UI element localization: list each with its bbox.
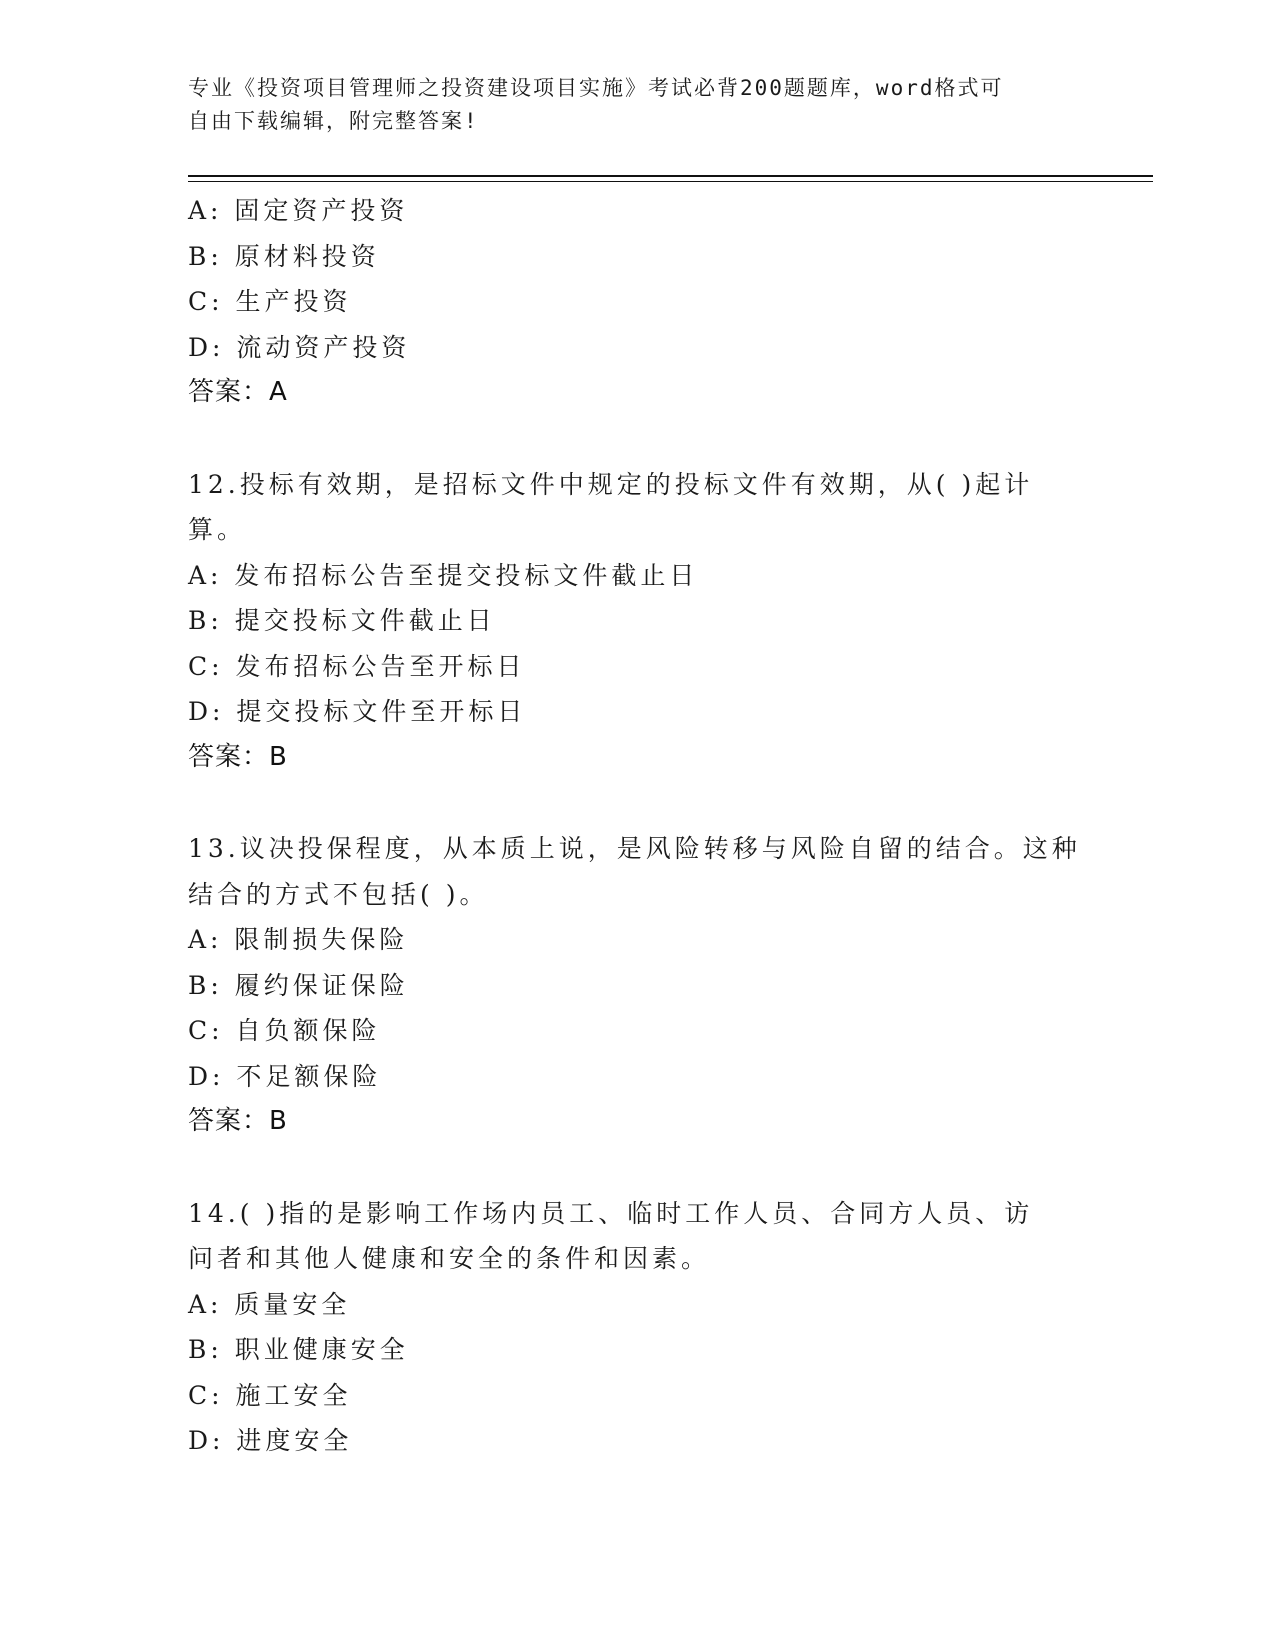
question-text-line-2: 问者和其他人健康和安全的条件和因素。 <box>188 1244 711 1273</box>
option-a: A: 发布招标公告至提交投标文件截止日 <box>188 560 699 590</box>
header-rule-thin <box>188 181 1153 182</box>
question-text-line-1: 14.( )指的是影响工作场内员工、临时工作人员、合同方人员、访 <box>188 1198 1034 1228</box>
header-title-line-2: 自由下载编辑，附完整答案! <box>188 109 479 133</box>
option-a: A: 质量安全 <box>188 1289 351 1319</box>
question-text-line-1: 12.投标有效期，是招标文件中规定的投标文件有效期，从( )起计 <box>188 469 1034 499</box>
answer: 答案：A <box>188 377 288 407</box>
question-list <box>188 188 1088 1464</box>
option-d: D: 不足额保险 <box>188 1061 382 1091</box>
question-text-line-1: 13.议决投保程度，从本质上说，是风险转移与风险自留的结合。这种 <box>188 834 1081 863</box>
option-c: C: 生产投资 <box>188 287 352 316</box>
spacer <box>188 416 1088 462</box>
option-a: A: 固定资产投资 <box>188 196 409 225</box>
question-14 <box>188 1191 1088 1464</box>
option-c: C: 自负额保险 <box>188 1016 381 1045</box>
option-d: D: 提交投标文件至开标日 <box>188 697 527 726</box>
option-b: B: 履约保证保险 <box>188 970 409 1000</box>
option-c: C: 施工安全 <box>188 1380 352 1410</box>
answer: 答案：B <box>188 741 288 772</box>
option-d: D: 流动资产投资 <box>188 332 411 362</box>
option-a: A: 限制损失保险 <box>188 925 409 954</box>
option-b: B: 提交投标文件截止日 <box>188 606 496 635</box>
spacer <box>188 780 1088 826</box>
answer: 答案：B <box>188 1106 288 1136</box>
question-13 <box>188 826 1088 1145</box>
option-b: B: 职业健康安全 <box>188 1335 409 1364</box>
spacer <box>188 1145 1088 1191</box>
option-c: C: 发布招标公告至开标日 <box>188 651 526 681</box>
question-text-line-2: 算。 <box>188 515 247 544</box>
header-rule-thick <box>188 175 1153 177</box>
option-d: D: 进度安全 <box>188 1426 353 1455</box>
question-11 <box>188 188 1088 416</box>
page-header <box>188 72 1068 138</box>
question-12 <box>188 462 1088 781</box>
header-title-line-1: 专业《投资项目管理师之投资建设项目实施》考试必背200题题库，word格式可 <box>188 76 1004 100</box>
option-b: B: 原材料投资 <box>188 241 380 271</box>
question-text-line-2: 结合的方式不包括( )。 <box>188 879 489 909</box>
